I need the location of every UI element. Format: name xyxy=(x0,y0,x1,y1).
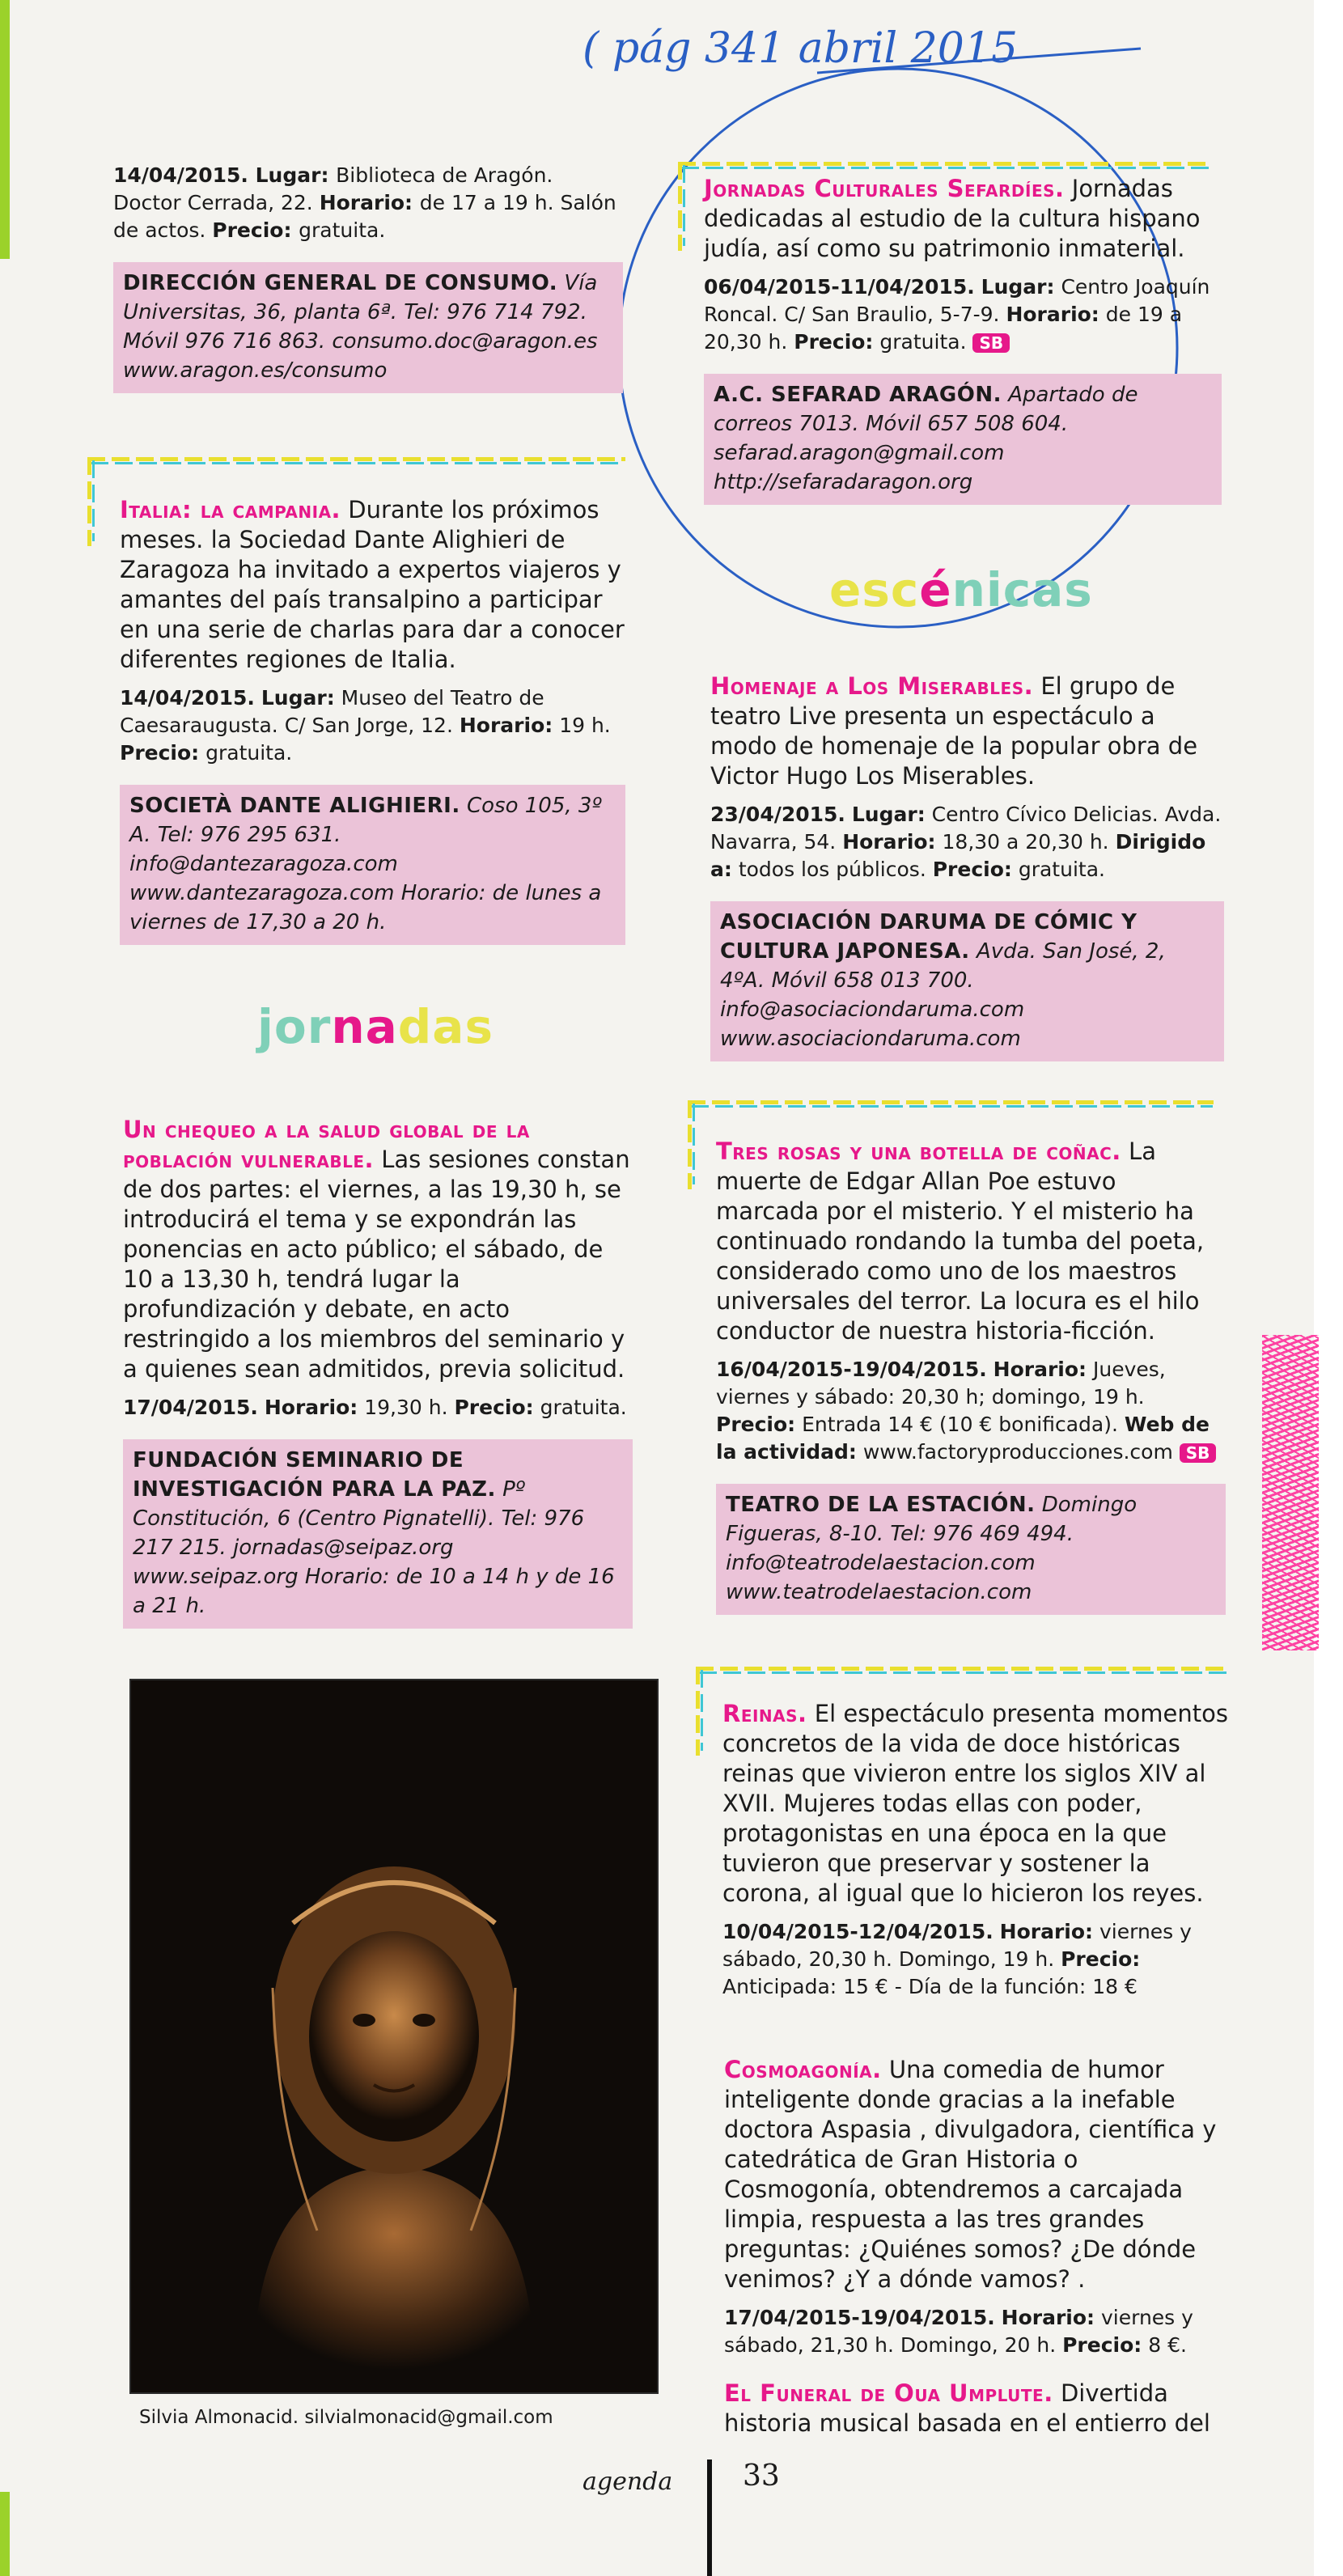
event-cosmoagonia xyxy=(724,2055,1234,2359)
event-title: Tres rosas y una botella de coñac. xyxy=(716,1138,1121,1165)
event-body: El espectáculo presenta momentos concretos de la vida de doce históricas reinas que vivieron entre los siglos XIV al XVII. Mujeres todas ellas con poder, protagonistas en una época en la que tuvieron que preservar y sostener la corona, al igual que lo hicieron los reyes. xyxy=(722,1700,1228,1907)
event-info: 06/04/2015-11/04/2015. Lugar: Centro Joaquín Roncal. C/ San Braulio, 5-7-9. Horario: de 19 a 20,30 h. Precio: gratuita. SB xyxy=(704,275,1210,354)
event-body: El grupo de teatro Live presenta un espectáculo a modo de homenaje de la popular obra de Victor Hugo Los Miserables. xyxy=(710,672,1198,790)
contact-org: DIRECCIÓN GENERAL DE CONSUMO. xyxy=(123,271,558,295)
contact-box xyxy=(113,262,623,393)
event-info: 14/04/2015. Lugar: Museo del Teatro de Caesaraugusta. C/ San Jorge, 12. Horario: 19 h. Precio: gratuita. xyxy=(120,686,611,765)
event-info: 23/04/2015. Lugar: Centro Cívico Delicias. Avda. Navarra, 54. Horario: 18,30 a 20,30 h. Dirigido a: todos los públicos. Precio: gratuita. xyxy=(710,803,1222,881)
contact-org: FUNDACIÓN SEMINARIO DE INVESTIGACIÓN PARA LA PAZ. xyxy=(133,1448,496,1502)
contact-text: Pº Constitución, 6 (Centro Pignatelli). Tel: 976 217 215. jornadas@seipaz.org www.seipaz.org Horario: de 10 a 14 h y de 16 a 21 h. xyxy=(133,1477,615,1618)
event-info: 14/04/2015. Lugar: Biblioteca de Aragón. Doctor Cerrada, 22. Horario: de 17 a 19 h. Salón de actos. Precio: gratuita. xyxy=(113,163,616,242)
event-miserables xyxy=(710,672,1224,1061)
contact-text: Avda. San José, 2, 4ºA. Móvil 658 013 700. info@asociaciondaruma.com www.asociaciondaruma.com xyxy=(720,939,1166,1051)
event-sefardies xyxy=(704,174,1222,505)
contact-org: SOCIETÀ DANTE ALIGHIERI. xyxy=(129,794,460,818)
contact-box xyxy=(716,1484,1226,1615)
event-body: La muerte de Edgar Allan Poe estuvo marcada por el misterio. Y el misterio ha continuado rondando la tumba del poeta, considerado como uno de los maestros universales del terror. La locura es el hilo conductor de nuestra historia-ficción. xyxy=(716,1138,1205,1345)
sb-badge: SB xyxy=(1180,1443,1217,1463)
contact-box xyxy=(704,374,1222,505)
event-info: 10/04/2015-12/04/2015. Horario: viernes y sábado, 20,30 h. Domingo, 19 h. Precio: Anticipada: 15 € - Día de la función: 18 € xyxy=(722,1920,1192,1998)
event-title: Italia: la campania. xyxy=(120,496,341,523)
event-title: El Funeral de Oua Umplute. xyxy=(724,2379,1053,2407)
event-tres-rosas xyxy=(716,1137,1226,1615)
contact-org: ASOCIACIÓN DARUMA DE CÓMIC Y CULTURA JAPONESA. xyxy=(720,910,1138,964)
event-title: Jornadas Culturales Sefardíes. xyxy=(704,175,1065,202)
margin-mark-bottom xyxy=(0,2492,10,2576)
event-info: 17/04/2015. Horario: 19,30 h. Precio: gratuita. xyxy=(123,1396,627,1419)
contact-org: A.C. SEFARAD ARAGÓN. xyxy=(714,383,1002,407)
footer-agenda: agenda xyxy=(583,2468,673,2496)
paper-edge xyxy=(1314,0,1343,2576)
event-biblioteca xyxy=(113,162,623,393)
event-funeral xyxy=(724,2379,1234,2438)
event-title: Cosmoagonía. xyxy=(724,2056,882,2083)
sb-badge: SB xyxy=(972,333,1010,353)
contact-box xyxy=(710,901,1224,1061)
event-body: Divertida historia musical basada en el entierro del xyxy=(724,2379,1210,2437)
contact-text: Coso 105, 3º A. Tel: 976 295 631. info@dantezaragoza.com www.dantezaragoza.com Horario: de lunes a viernes de 17,30 a 20 h. xyxy=(129,794,602,934)
portrait-illustration xyxy=(131,1680,657,2392)
contact-text: Apartado de correos 7013. Móvil 657 508 604. sefarad.aragon@gmail.com http://sefaradaragon.org xyxy=(714,383,1138,494)
contact-box xyxy=(123,1439,633,1629)
event-title: Un chequeo a la salud global de la población vulnerable. xyxy=(123,1116,530,1173)
event-italia xyxy=(120,495,625,945)
footer-divider xyxy=(707,2459,712,2576)
page-number: 33 xyxy=(743,2459,780,2493)
event-reinas xyxy=(722,1699,1232,2001)
pink-scribble xyxy=(1262,1335,1319,1650)
event-body: Una comedia de humor inteligente donde gracias a la inefable doctora Aspasia , divulgadora, científica y catedrática de Gran Historia o Cosmogonía, obtendremos a carcajada limpia, respuesta a las tres grandes preguntas: ¿Quiénes somos? ¿De dónde venimos? ¿Y a dónde vamos? . xyxy=(724,2056,1217,2293)
contact-text: Domingo Figueras, 8-10. Tel: 976 469 494. info@teatrodelaestacion.com www.teatrodelaestacion.com xyxy=(726,1493,1138,1604)
margin-mark-top xyxy=(0,0,10,259)
section-heading-escenicas: escénicas xyxy=(829,562,1093,617)
event-info: 17/04/2015-19/04/2015. Horario: viernes y sábado, 21,30 h. Domingo, 20 h. Precio: 8 €. xyxy=(724,2306,1193,2357)
contact-text: Vía Universitas, 36, planta 6ª. Tel: 976 714 792. Móvil 976 716 863. consumo.doc@aragon.es www.aragon.es/consumo xyxy=(123,271,598,383)
event-body: Las sesiones constan de dos partes: el viernes, a las 19,30 h, se introducirá el tema y se expondrán las ponencias en acto público; el sábado, de 10 a 13,30 h, tendrá lugar la profundización y debate, en acto restringido a los miembros del seminario y a quienes sean admitidos, previa solicitud. xyxy=(123,1146,630,1383)
portrait-photo xyxy=(129,1679,659,2394)
photo-caption: Silvia Almonacid. silvialmonacid@gmail.com xyxy=(139,2407,553,2428)
contact-box xyxy=(120,785,625,945)
event-body: Jornadas dedicadas al estudio de la cultura hispano judía, así como su patrimonio inmaterial. xyxy=(704,175,1201,262)
event-body: Durante los próximos meses. la Sociedad Dante Alighieri de Zaragoza ha invitado a expertos viajeros y amantes del país transalpino a participar en una serie de charlas para dar a conocer diferentes regiones de Italia. xyxy=(120,496,625,673)
contact-org: TEATRO DE LA ESTACIÓN. xyxy=(726,1493,1036,1517)
event-chequeo xyxy=(123,1115,633,1629)
event-title: Homenaje a Los Miserables. xyxy=(710,672,1034,700)
event-title: Reinas. xyxy=(722,1700,807,1727)
event-info: 16/04/2015-19/04/2015. Horario: Jueves, viernes y sábado: 20,30 h; domingo, 19 h. Precio: Entrada 14 € (10 € bonificada). Web de la actividad: www.factoryproducciones.com SB xyxy=(716,1356,1226,1466)
section-heading-jornadas: jornadas xyxy=(257,999,494,1054)
handwritten-annotation: ( pág 341 abril 2015 xyxy=(583,24,1018,73)
